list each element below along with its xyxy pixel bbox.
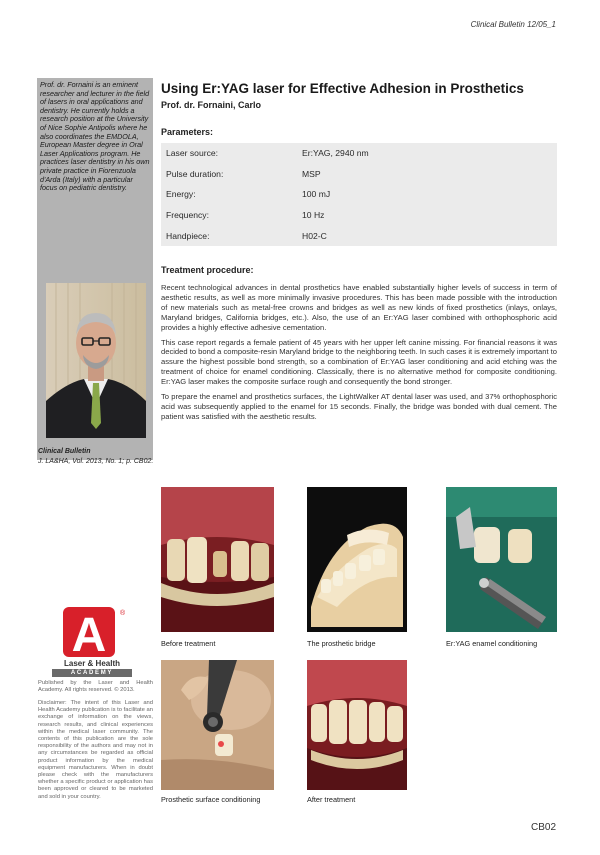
- parameter-value: 100 mJ: [302, 189, 331, 200]
- parameter-value: H02-C: [302, 230, 327, 241]
- logo-letter: A: [71, 609, 107, 662]
- page-number: CB02: [530, 822, 556, 833]
- caption-prosthetic-bridge: The prosthetic bridge: [307, 639, 376, 648]
- parameter-key: Handpiece:: [166, 230, 210, 241]
- parameter-key: Frequency:: [166, 210, 209, 221]
- author-bio: Prof. dr. Fornaini is an eminent researcher and lecturer in the field of lasers in oral applications and dentistry. He currently holds a research position at the University of Nice Sophie Antipolis where he also coordinates the EMDOLA, European Master degree in Oral Laser Applications program. He practices laser dentistry in his own private practice in Fiorenzuola d'Arda (Italy) with a particular focus on pediatric dentistry.: [40, 80, 150, 193]
- logo-line-2: ACADEMY: [52, 669, 132, 677]
- article-title: Using Er:YAG laser for Effective Adhesion in Prosthetics: [161, 81, 524, 96]
- clinical-bulletin-citation: J. LA&HA, Vol. 2013, No. 1; p. CB02.: [38, 458, 154, 465]
- article-author: Prof. dr. Fornaini, Carlo: [161, 100, 262, 110]
- caption-after-treatment: After treatment: [307, 795, 356, 804]
- caption-enamel-conditioning: Er:YAG enamel conditioning: [446, 639, 538, 648]
- bulletin-reference-header: Clinical Bulletin 12/05_1: [470, 20, 556, 29]
- disclaimer-text: Disclaimer: The intent of this Laser and Health Academy publication is to facilitate an exchange of information on the views, research results, and clinical experiences within the medical laser community. The contents of this publication are the sole responsibility of the authors and may not in any circumstances be regarded as official product information by the medical equipment manufacturers. When in doubt please check with the manufacturers whether a specific product or application has been approved or cleared to be marketed and sold in your country.: [38, 700, 153, 800]
- parameters-heading: Parameters:: [161, 127, 214, 137]
- parameter-key: Energy:: [166, 189, 196, 200]
- paragraph: Recent technological advances in dental prosthetics have enabled substantially higher levels of success in term of aesthetic results, as well as more minimally invasive procedures. This has been made possible with the introduction of new materials such as metal-free crowns and bridges as well as new kinds of fixed prosthetics (inlays, onlays, Maryland bridges, California bridges, etc.). Also, the use of an Er:YAG laser combined with orthophosphoric acid provides a highly effective adhesive cementation.: [161, 283, 557, 332]
- logo-line-1: Laser & Health: [63, 659, 121, 668]
- parameter-value: Er:YAG, 2940 nm: [302, 148, 369, 159]
- clinical-bulletin-label: Clinical Bulletin: [38, 448, 91, 455]
- author-portrait: [46, 283, 146, 438]
- figure-enamel-conditioning: [446, 487, 557, 632]
- registered-mark: ®: [120, 610, 125, 617]
- paragraph: This case report regards a female patient of 45 years with her upper left canine missing. For financial reasons it was decided to bond a composite-resin Maryland bridge to the neighboring teeth. In such cases it is extremely important to assure the highest possible bond strength, so a combination of Er:YAG laser conditioning and acid etching was the treatment of choice for enamel conditioning. Classically, there is no alternative method for composite conditioning. Er:YAG laser makes the composite surface rough and consequently the bond stronger.: [161, 337, 557, 387]
- parameter-key: Pulse duration:: [166, 168, 224, 179]
- parameter-row-frequency: [161, 205, 557, 226]
- parameter-key: Laser source:: [166, 148, 219, 159]
- figure-prosthetic-bridge: [307, 487, 407, 632]
- figure-prosthetic-surface-conditioning: [161, 660, 274, 790]
- parameter-value: 10 Hz: [302, 210, 325, 221]
- parameters-table: [161, 143, 557, 246]
- publisher-note: Published by the Laser and Health Academy. All rights reserved. © 2013.: [38, 680, 153, 694]
- parameter-row-energy: [161, 184, 557, 205]
- figure-after-treatment: [307, 660, 407, 790]
- parameter-row-laser-source: [161, 143, 557, 164]
- parameter-value: MSP: [302, 168, 321, 179]
- figure-before-treatment: [161, 487, 274, 632]
- caption-before-treatment: Before treatment: [161, 639, 216, 648]
- parameter-row-pulse-duration: [161, 164, 557, 185]
- paragraph: To prepare the enamel and prosthetics surfaces, the LightWalker AT dental laser was used, and 37% orthophosphoric acid was subsequently applied to the enamel for 15 seconds. Finally, the bridge was bonded with dual cement. The patient was satisfied with the aesthetic results.: [161, 392, 557, 421]
- caption-prosthetic-surface-conditioning: Prosthetic surface conditioning: [161, 795, 261, 804]
- treatment-body: [161, 283, 557, 427]
- parameter-row-handpiece: [161, 225, 557, 246]
- treatment-heading: Treatment procedure:: [161, 265, 254, 275]
